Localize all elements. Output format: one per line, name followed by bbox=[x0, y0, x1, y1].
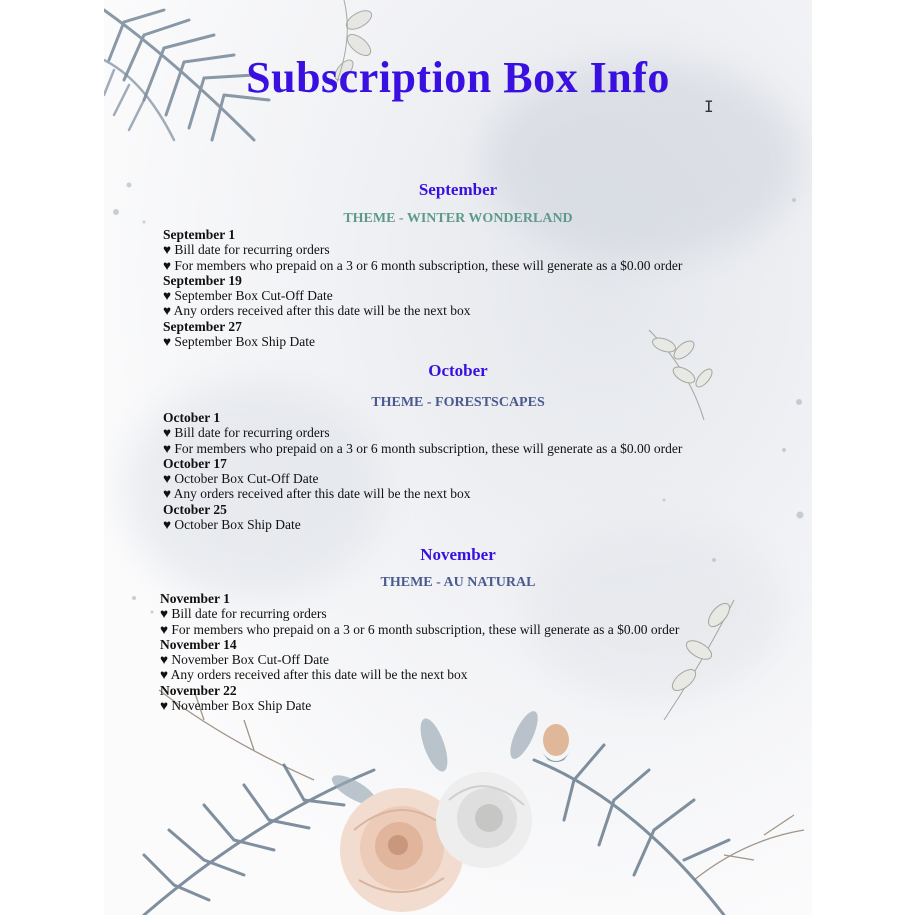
rose-icon bbox=[436, 772, 532, 868]
schedule-date: November 1 bbox=[160, 591, 230, 606]
schedule-line: ♥ For members who prepaid on a 3 or 6 month subscription, these will generate as a $0.00 order bbox=[163, 257, 683, 273]
rosebud-icon bbox=[542, 724, 570, 762]
heart-bullet-icon: ♥ bbox=[163, 440, 172, 456]
schedule-date: November 22 bbox=[160, 682, 237, 698]
heart-bullet-icon: ♥ bbox=[163, 242, 172, 258]
heart-bullet-icon: ♥ bbox=[163, 334, 172, 350]
theme-heading-november: THEME - AU NATURAL bbox=[380, 575, 536, 590]
schedule-date: October 25 bbox=[163, 501, 227, 517]
schedule-line: ♥ Bill date for recurring orders bbox=[160, 606, 327, 622]
month-schedule-november bbox=[160, 591, 679, 713]
schedule-line: ♥ September Box Ship Date bbox=[163, 334, 315, 350]
schedule-date: October 1 bbox=[163, 410, 221, 425]
schedule-line: ♥ October Box Ship Date bbox=[163, 517, 301, 533]
heart-bullet-icon: ♥ bbox=[163, 288, 172, 304]
heart-bullet-icon: ♥ bbox=[160, 621, 169, 637]
heart-bullet-icon: ♥ bbox=[163, 486, 172, 502]
heart-bullet-icon: ♥ bbox=[163, 257, 172, 273]
month-heading-november: November bbox=[420, 545, 496, 564]
schedule-line: ♥ For members who prepaid on a 3 or 6 month subscription, these will generate as a $0.00 order bbox=[160, 621, 680, 637]
heart-bullet-icon: ♥ bbox=[160, 667, 169, 683]
schedule-date: September 1 bbox=[163, 227, 236, 242]
schedule-date: September 19 bbox=[163, 272, 242, 288]
heart-bullet-icon: ♥ bbox=[160, 606, 169, 622]
schedule-line: ♥ November Box Ship Date bbox=[160, 698, 312, 714]
page-title: Subscription Box Info bbox=[246, 53, 670, 102]
schedule-line: ♥ October Box Cut-Off Date bbox=[163, 471, 319, 487]
theme-heading-october: THEME - FORESTSCAPES bbox=[371, 395, 545, 410]
month-heading-october: October bbox=[428, 361, 488, 380]
heart-bullet-icon: ♥ bbox=[163, 303, 172, 319]
schedule-date: October 17 bbox=[163, 455, 227, 471]
heart-bullet-icon: ♥ bbox=[163, 425, 172, 441]
schedule-line: ♥ Bill date for recurring orders bbox=[163, 425, 330, 441]
month-heading-september: September bbox=[418, 180, 498, 199]
schedule-line: ♥ Any orders received after this date will be the next box bbox=[163, 303, 471, 319]
text-cursor-icon: I bbox=[704, 97, 714, 116]
month-schedule-october bbox=[163, 410, 682, 532]
schedule-line: ♥ Bill date for recurring orders bbox=[163, 242, 330, 258]
schedule-date: November 14 bbox=[160, 636, 237, 652]
heart-bullet-icon: ♥ bbox=[160, 652, 169, 668]
theme-heading-september: THEME - WINTER WONDERLAND bbox=[343, 211, 573, 226]
heart-bullet-icon: ♥ bbox=[160, 698, 169, 714]
heart-bullet-icon: ♥ bbox=[163, 517, 172, 533]
schedule-line: ♥ Any orders received after this date will be the next box bbox=[163, 486, 471, 502]
month-schedule-september bbox=[163, 227, 682, 349]
schedule-line: ♥ September Box Cut-Off Date bbox=[163, 288, 333, 304]
heart-bullet-icon: ♥ bbox=[163, 471, 172, 487]
document-page bbox=[104, 0, 812, 915]
schedule-line: ♥ For members who prepaid on a 3 or 6 month subscription, these will generate as a $0.00 order bbox=[163, 440, 683, 456]
schedule-line: ♥ Any orders received after this date will be the next box bbox=[160, 667, 468, 683]
schedule-date: September 27 bbox=[163, 318, 242, 334]
schedule-line: ♥ November Box Cut-Off Date bbox=[160, 652, 329, 668]
